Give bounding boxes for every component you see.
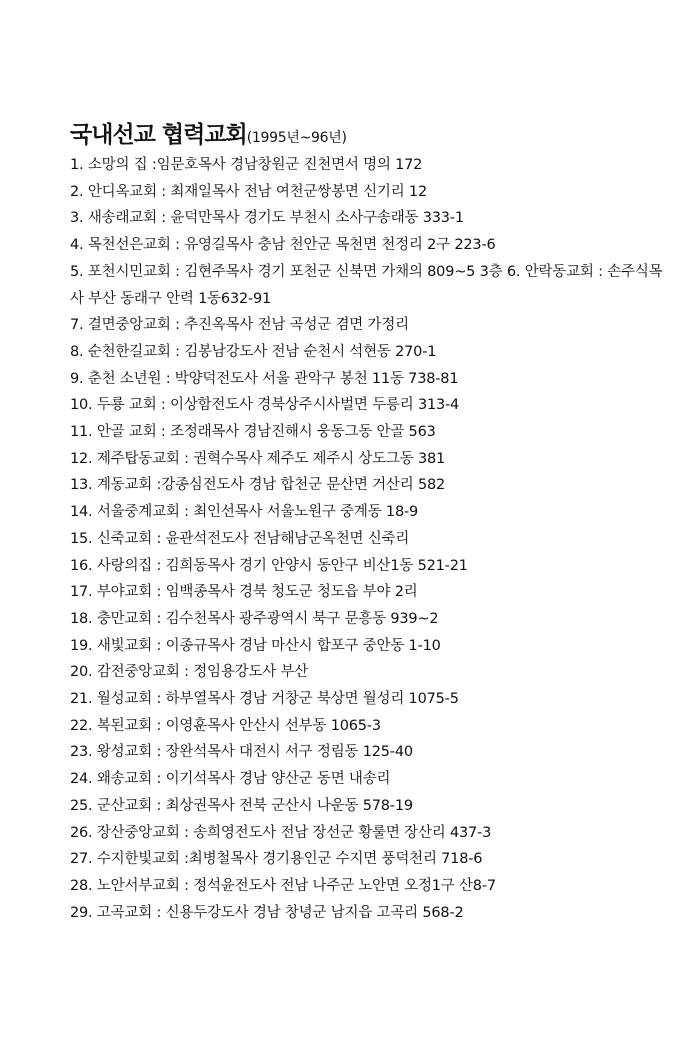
list-item: 25. 군산교회 : 최상권목사 전북 군산시 나운동 578-19 [70,797,413,814]
list-item: 17. 부야교회 : 임백종목사 경북 청도군 청도읍 부야 2리 [70,584,418,601]
list-item: 5. 포천시민교회 : 김현주목사 경기 포천군 신북면 가채의 809~5 3층 6. 안락동교회 : 손주식목사 부산 동래구 안력 1동632-91 [70,263,663,307]
list-item: 4. 목천선은교회 : 유영길목사 충남 천안군 목천면 천정리 2구 223-6 [70,237,496,254]
list-item: 7. 결면중앙교회 : 추진옥목사 전남 곡성군 겸면 가정리 [70,317,409,334]
list-item: 3. 새송래교회 : 윤덕만목사 경기도 부천시 소사구송래동 333-1 [70,210,464,227]
list-item: 27. 수지한빛교회 :최병철목사 경기용인군 수지면 풍덕천리 718-6 [70,851,483,868]
list-item: 13. 계동교회 :강종심전도사 경남 합천군 문산면 거산리 582 [70,477,446,494]
list-item: 9. 춘천 소년원 : 박양덕전도사 서울 관악구 봉천 11동 738-81 [70,370,459,387]
list-item: 11. 안골 교회 : 조정래목사 경남진해시 웅동그동 안골 563 [70,424,436,441]
list-item: 22. 복된교회 : 이영훈목사 안산시 선부동 1065-3 [70,717,381,734]
list-item: 20. 감전중앙교회 : 정임용강도사 부산 [70,664,309,681]
page-title [70,116,347,149]
list-item: 1. 소망의 집 :임문호목사 경남창원군 진천면서 명의 172 [70,157,423,173]
list-item: 28. 노안서부교회 : 정석윤전도사 전남 나주군 노안면 오정1구 산8-7 [70,877,496,894]
list-item: 15. 신죽교회 : 윤관석전도사 전남해남군옥천면 신죽리 [70,530,410,547]
list-item: 26. 장산중앙교회 : 송희영전도사 전남 장선군 황룰면 장산리 437-3 [70,824,492,841]
list-item: 8. 순천한길교회 : 김봉남강도사 전남 순천시 석현동 270-1 [70,343,437,360]
list-item: 2. 안디옥교회 : 최재일목사 전남 여천군쌍봉면 신기리 12 [70,183,427,200]
list-item: 24. 왜송교회 : 이기석목사 경남 양산군 동면 내송리 [70,771,391,788]
list-item: 14. 서울중계교회 : 최인선목사 서울노원구 중계동 18-9 [70,504,419,521]
list-item: 19. 새빛교회 : 이종규목사 경남 마산시 합포구 중안동 1-10 [70,637,441,654]
list-item: 16. 사랑의집 : 김희동목사 경기 안양시 동안구 비산1동 521-21 [70,557,468,574]
title-period: (1995년~96년) [246,130,347,146]
list-item: 29. 고곡교회 : 신용두강도사 경남 창녕군 남지읍 고곡리 568-2 [70,904,464,921]
list-item: 10. 두룡 교회 : 이상함전도사 경북상주시사벌면 두릉리 313-4 [70,397,460,414]
title-main: 국내선교 협력교회 [70,122,247,148]
list-item: 21. 월성교회 : 하부열목사 경남 거창군 북상면 월성리 1075-5 [70,691,459,708]
church-list [70,152,670,926]
list-item: 18. 충만교회 : 김수천목사 광주광역시 북구 문흥동 939~2 [70,610,439,627]
list-item: 23. 왕성교회 : 장완석목사 대전시 서구 정림동 125-40 [70,744,413,761]
list-item: 12. 제주탑동교회 : 권혁수목사 제주도 제주시 상도그동 381 [70,450,446,467]
